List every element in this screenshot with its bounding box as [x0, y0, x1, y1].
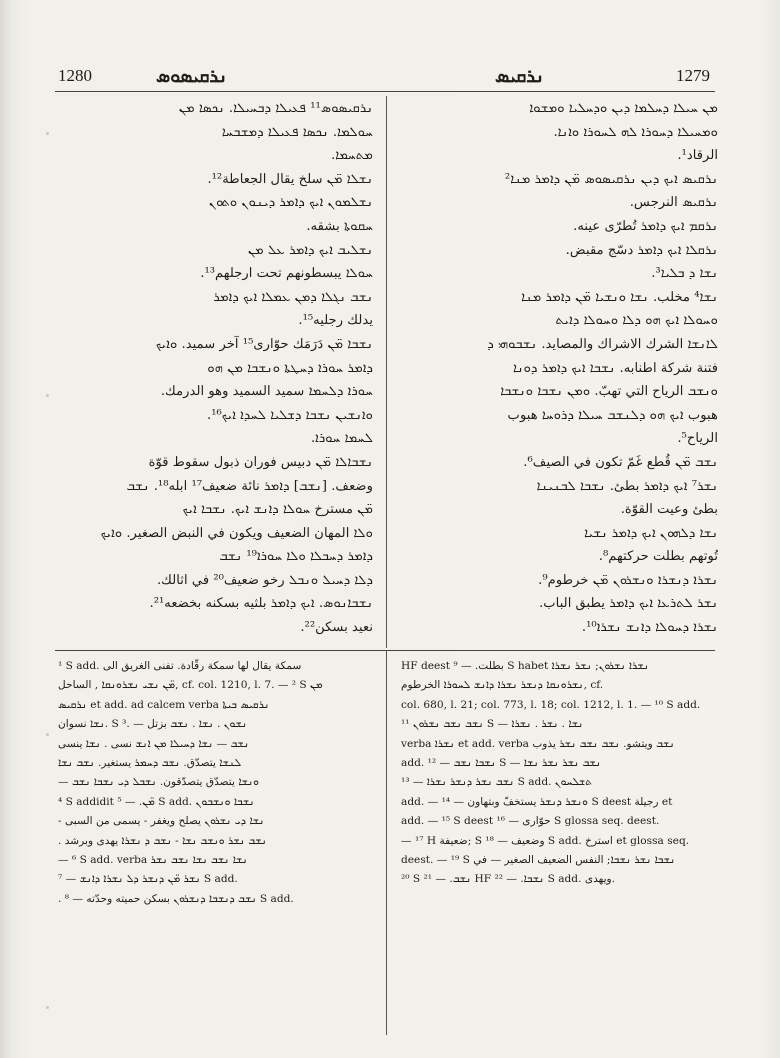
binding-hole — [46, 394, 49, 397]
entry-line: هبوب ܐܝܟ ܗܘ ܕܠܢܫܒ ܚܝܠܐ ܕܪܘܚܐ هبوب — [507, 407, 718, 423]
left-page-number: 1280 — [58, 66, 92, 85]
right-page-number: 1279 — [676, 66, 710, 85]
entry-line: ܢܫܒܐܠܐ ܡ̈ܢ دبيس فوران ذبول سقوط قوّة — [148, 454, 373, 470]
footnote-line: — ¹⁷ H ضعيفة; S وضعيف — ¹⁸ S add. استرخ et glossa seq. — [401, 834, 690, 847]
binding-hole — [46, 733, 49, 736]
footnote-line: . ܢܫܒ ܢܫܪ ܘܢܫܒ ܢܫܐ - ܢܫܒ ܕ ܢܫܪܐ يهدى وبرشد — [58, 834, 267, 847]
footnote-line: verba ܢܫܪܐ et add. verba ܢܫܒ ويتشو. ܢܫܒ ܢܫܒ ܢܫܪ يذوب — [401, 737, 675, 750]
entry-line: ܢܫܪܐ ܕܚܘܠܐ ܕܐܢܫ ܢܫܪܐ¹⁰. — [581, 620, 718, 636]
footnote-line: ⁴ S addidit ܡ̈ܢ. — ⁵ S add. ܢܫܒܐ ܘܢܫܒܘܢ — [58, 795, 255, 808]
footnote-line: ܠܢܫܐ يتصدّق. ܢܫܒ ܕܚܡܪ يستغير. ܢܫܒ ܢܫܐ — [58, 756, 242, 769]
footnote-line: col. 680, l. 21; col. 773, l. 18; col. 1212, l. 1. — ¹⁰ S add. — [401, 698, 701, 711]
footnote-line: - ܢܫܐ ܕܝ ܢܫܪܘܢ يصلح ويغفر - يسمى من السبى — [58, 815, 265, 828]
footnote-line: ܢܫܪ ܡ̈ܢ ܕܢܫܪ ܕܠ ܢܫܪܐ ܕܐܢܫ — ⁷ S add. — [58, 873, 238, 886]
entry-line: ܢܪܩܝܣ ܐܝܟ ܕܝܢ ܢܪܩܝܣܘܣ ܡ̈ܢ ܕܐܡܪ ܡܢܐ² — [504, 171, 718, 187]
entry-line: بطئ وعيت القوّة. — [620, 502, 718, 518]
entry-line: ܢܪܩܝܣܘܣ¹¹ ܦܥܝܠܐ ܕܒܚܝܠܐ. ܢܟܣܐ ܡܢ — [178, 101, 373, 116]
entry-line: ܢܫܪ⁷ ܐܝܟ ܕܐܡܪ بطئ. ܢܫܒܐ ܠܒܢܝܢܐ — [536, 478, 718, 494]
entry-line: ܢܫܪ ܠܬܪܥܐ ܐܝܟ ܕܐܡܪ يطبق الباب. — [539, 596, 718, 612]
entry-line: ܘܢܫܒ الرياح التي تهبّ. ܘܡܢ ܢܫܒܐ ܘܢܫܒܐ — [500, 384, 718, 400]
entry-line: ܢܫܠܡܘܢ ܐܝܟ ܕܐܡܪ ܕܝܢܘܢ ܘܬܘܢ — [208, 195, 373, 211]
footnote-line: ²⁰ S ܢܫܒ. — ²¹ HF ܢܫܒܐ. — ²² S add. ويهدى. — [401, 873, 616, 886]
entry-line: ܕܠܐ ܕܚܝܠ ܘܢܒܠ رخو ضعيف²⁰ في اثالك. — [156, 572, 373, 588]
entry-line: تُوتهم بطلت حركتهم⁸. — [598, 549, 718, 565]
entry-line: ܢܫܪܐ ܕܢܫܪܐ ܘܢܫܪܘܢ ܡ̈ܢ خرطوم⁹. — [538, 572, 718, 588]
binding-hole — [46, 132, 49, 135]
column-divider — [386, 96, 387, 648]
entry-line: ܠܐܢܫܐ الشرك الاشراك والمصايد. ܢܫܒܘܗܝ ܕ — [487, 336, 718, 352]
footnote-line: ܢܪܩܝܣ et add. ad calcem verba ܢܪܩܝܣ ܒܝܬܐ — [58, 698, 270, 711]
binding-shadow — [0, 0, 14, 1058]
entry-line: ܢܫܒܐܢܘܣ. ܐܝܟ ܕܐܡܪ بلثيه بسكنه بخضعه²¹. — [149, 596, 373, 612]
entry-line: ܘܡܚܝܠܐ ܕܚܘܪܐ ܠܗ ܠܚܘܪܐ ܘܐܢܐ. — [553, 124, 718, 140]
entry-line: ܚܘܠܐ يبسطونهم تحت ارجلهم¹³. — [200, 266, 373, 282]
binding-hole — [46, 1006, 49, 1009]
entry-line: ܢܫܒ ܢܓܠܐ ܕܡܢ ܥܡܠܐ ܐܝܟ ܕܐܡܪ — [213, 289, 373, 305]
footnote-line: ¹ S add. سمكة يقال لها سمكة رقّادة. تفنى الغريق الى — [58, 660, 302, 672]
entry-line: نعيد بسكن²². — [300, 620, 373, 636]
entry-line: ܢܫܐ⁴ مخلب. ܢܫܐ ܘܢܫܝܐ ܡ̈ܢ ܕܐܡܪ ܡܢܐ — [521, 289, 718, 305]
footnote-line: deest. — ¹⁹ S ܢܫܒܐ ܢܫܪ ܢܫܒܐ; النفس الضعيف الصغير — في — [401, 853, 676, 866]
entry-line: ܘܠܐ المهان الضعيف ويكون في النبض الصغير. ܘܐܝܟ — [100, 525, 373, 541]
entry-line: فتنة شركة اطنابه. ܢܫܒܐ ܐܝܟ ܕܐܡܪ ܕܘܢܐ — [513, 360, 718, 376]
entry-line: ܡܬܚܡܐ. — [331, 148, 373, 164]
entry-line: ܢܪܩܝܣ النرجس. — [629, 195, 718, 211]
header-rule — [55, 91, 715, 92]
entry-line: ܚܘܠܡܐ. ܢܟܣܐ ܦܥܝܠܐ ܕܡܫܒܚܐ — [221, 124, 373, 140]
entry-line: ܠܚܡܐ ܚܘܪܐ. — [310, 431, 373, 447]
footnote-line: . ܢܫܒ ܕܢܫܒܐ ܕܢܫܪܘܢ بسكن حميته وحدّته — ⁸ S add. — [58, 892, 294, 905]
entry-line: ܡܢ ܚܝܠܐ ܕܚܠܡܐ ܕܝܢ ܘܕܚܠܝܐ ܘܡܫܘܐ — [529, 101, 718, 116]
entry-line: ܢܫܐ ܕ ܒܠܝܐ³. — [651, 266, 718, 282]
entry-line: ܕܐܡܪ ܚܘܪܐ ܕܚܛܬܐ ܘܢܫܒܐ ܡܢ ܗܘ — [207, 360, 373, 376]
entry-line: وضعف. [ܢܫܒ] ܕܐܡܪ نائة ضعيف¹⁷ ابله¹⁸. ܢܫܒ — [126, 478, 373, 494]
right-footnotes — [401, 657, 719, 890]
entry-line: ܢܫܒܐ ܡ̈ܢ دَرَمَك حوّارى¹⁵ آخر سميد. ܘܐܝܟ — [155, 336, 373, 352]
footnote-line: ܢܫܒ ܢܫܒ ܢܫܪܘܢ ¹¹ S — ܢܫܐ . ܢܫܪ . ܢܫܪܐ — [401, 718, 584, 731]
right-running-title: ܢܪܩܝܣ — [495, 66, 545, 87]
footnote-line: add. ܢܫܒܐ ܢܫܒ — ¹² S — ܢܫܒ ܢܫܪ ܢܫܪ ܢܫܐ — [401, 756, 601, 769]
footnote-divider — [386, 650, 387, 1035]
footnote-line: add. — ܘܢܫܪ ܕܢܫܪ يستخفّ وبتهاون — ¹⁴ S deest رجيلة et — [401, 795, 673, 808]
footnote-line: add. — ¹⁵ S deest حوّارى — ¹⁶ S glossa seq. deest. — [401, 815, 660, 828]
entry-line: الرياح⁵. — [677, 431, 718, 447]
footnote-line: — ⁶ S add. verba ܢܫܐ ܢܫܒ ܢܫܐ ܢܫܒ ܢܫܪ — [58, 853, 248, 866]
entry-line: ܢܪܩܡ ܐܝܟ ܕܐܡܪ تُطرّى عينه. — [573, 218, 718, 234]
entry-line: ܚܩܘܬܐ بشقه. — [306, 218, 373, 234]
footnote-line: — ܘܢܫܐ يتصدّق يتصدّقون. ܢܫܒܠ ܕܝ ܢܫܒܐ ܢܫܒ — [58, 776, 260, 789]
entry-line: ܡ̈ܢ مسترخ ܚܘܠܐ ܕܐܢܫ ܐܝܟ. ܢܫܒܐ ܐܝܟ — [182, 502, 373, 518]
left-running-title: ܢܪܩܝܣܘܣ — [156, 66, 228, 87]
footnote-line: ܢܫܒ ܢܫܪ ܕܢܫܪ ܢܫܪܐ — ¹³ S add. ܬܫܠܚܘܢ — [401, 776, 593, 789]
entry-line: ܢܫܠܐ ܡ̈ܢ سلخ يقال الجعاطة¹². — [207, 171, 373, 187]
entry-line: ܢܫܐ ܕܠܗܘܢ ܐܝܟ ܕܐܡܪ ܢܫܝܐ — [584, 525, 718, 541]
footnote-line: ܢܫܐ نسوان. S ³. — ܢܫܘܢ . ܢܫܐ . ܢܫܒ بزتل — [58, 718, 248, 731]
footnote-rule — [55, 650, 715, 651]
right-column-text — [402, 97, 718, 640]
left-column-text — [57, 97, 373, 640]
footnote-line: ܢܫܪܘܢܩܐ ܕܢܫܪ ܢܫܪܐ ܕܐܢܫ ܠܚܘܪܐ الخرطوم, cf. — [401, 679, 604, 692]
footnote-line: ܢܫܒ — ܢܫܐ ܕܚܝܠܐ ܡܢ ܐܢܫ نسى . ܢܫܐ ينسى — [58, 737, 249, 750]
entry-line: ܢܪܩܠܐ ܐܝܟ ܕܐܡܪ دسّج مقبض. — [565, 242, 718, 258]
entry-line: ܚܘܪܐ ܕܠܚܡܐ سميد السميد وهو الدرمك. — [160, 384, 373, 400]
footnote-line: HF deest بطلت. — ⁹ S habet ܢܫܪܐ ܢܫܪܘܢ; ܢܫܪ ܢܫܪܐ — [401, 660, 649, 672]
entry-line: ܕܐܡܪ ܕܚܒܠܐ ܘܠܐ ܚܘܪܐ¹⁹ ܢܫܒ — [219, 549, 373, 565]
entry-line: الرقاد¹. — [677, 148, 718, 164]
entry-line: ܘܐܢܫܝܢ ܢܫܒܐ ܕܫܠܝܐ ܠܚܕܐ ܐܝܟ¹⁶. — [207, 407, 373, 423]
entry-line: يدلك رجليه¹⁵. — [298, 313, 373, 329]
entry-line: ܢܫܠܝܒ ܐܝܟ ܕܐܡܪ ܥܠ ܡܢ — [247, 242, 373, 258]
footnote-line: ܡ̈ܢ ܢܫܝ ܢܫܪܘܢܩܐ , الساحل, cf. col. 1210, l. 7. — ² S ܡܢ — [58, 679, 323, 692]
left-footnotes — [58, 657, 376, 909]
entry-line: ܢܫܒ ܡ̈ܢ قُطع غَمّ تكون في الصيف⁶. — [523, 454, 718, 470]
entry-line: ܘܚܘܠܐ ܐܝܟ ܗܘ ܕܠܐ ܘܚܘܠܐ ܕܐܝܬ — [555, 313, 718, 329]
